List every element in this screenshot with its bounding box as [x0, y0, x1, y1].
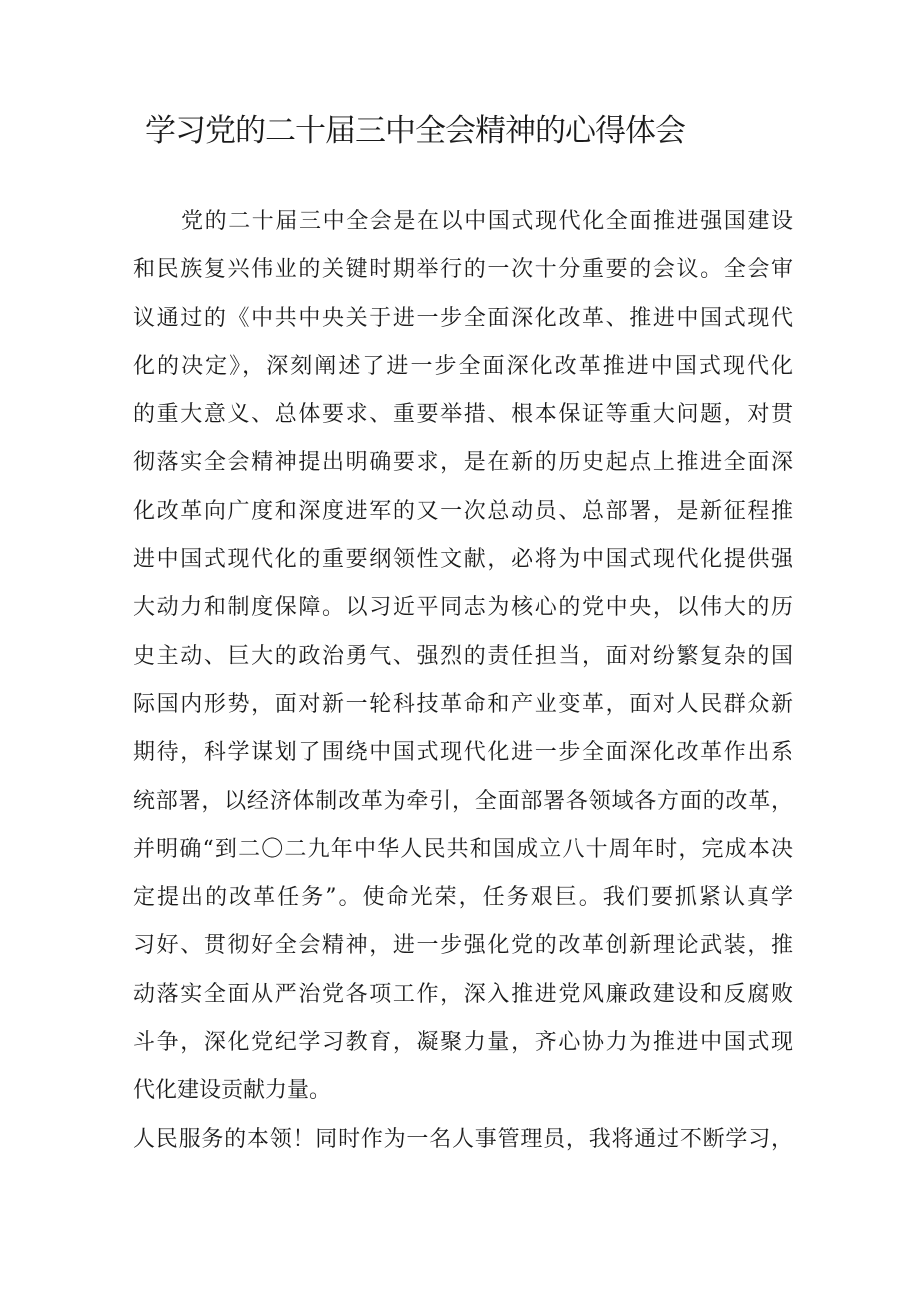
paragraph-line: 期待，科学谋划了围绕中国式现代化进一步全面深化改革作出系 — [133, 740, 793, 766]
paragraph-line: 大动力和制度保障。以习近平同志为核心的党中央，以伟大的历 — [133, 595, 793, 621]
document-title: 学习党的二十届三中全会精神的心得体会 — [145, 113, 685, 149]
paragraph-line: 动落实全面从严治党各项工作，深入推进党风廉政建设和反腐败 — [133, 981, 793, 1007]
paragraph-line: 统部署，以经济体制改革为牵引，全面部署各领域各方面的改革， — [133, 788, 793, 814]
paragraph-line: 党的二十届三中全会是在以中国式现代化全面推进强国建设 — [181, 209, 793, 234]
paragraph-line: 定提出的改革任务”。使命光荣，任务艰巨。我们要抓紧认真学 — [133, 885, 793, 911]
paragraph-line: 进中国式现代化的重要纲领性文献，必将为中国式现代化提供强 — [133, 547, 793, 573]
paragraph-line: 化改革向广度和深度进军的又一次总动员、总部署，是新征程推 — [133, 498, 793, 524]
paragraph-line: 和民族复兴伟业的关键时期举行的一次十分重要的会议。全会审 — [133, 257, 793, 283]
paragraph-line: 并明确“到二〇二九年中华人民共和国成立八十周年时，完成本决 — [133, 836, 793, 862]
paragraph-line: 习好、贯彻好全会精神，进一步强化党的改革创新理论武装，推 — [133, 933, 793, 959]
paragraph-line: 化的决定》，深刻阐述了进一步全面深化改革推进中国式现代化 — [133, 353, 793, 379]
document-body — [133, 198, 793, 1164]
paragraph-line: 彻落实全会精神提出明确要求，是在新的历史起点上推进全面深 — [133, 450, 793, 476]
paragraph-line: 史主动、巨大的政治勇气、强烈的责任担当，面对纷繁复杂的国 — [133, 643, 793, 669]
paragraph-line: 人民服务的本领！同时作为一名人事管理员，我将通过不断学习， — [133, 1126, 793, 1152]
paragraph-line: 的重大意义、总体要求、重要举措、根本保证等重大问题，对贯 — [133, 402, 793, 428]
paragraph-line: 斗争，深化党纪学习教育，凝聚力量，齐心协力为推进中国式现 — [133, 1030, 793, 1056]
paragraph-line: 际国内形势，面对新一轮科技革命和产业变革，面对人民群众新 — [133, 691, 793, 717]
paragraph-line: 议通过的《中共中央关于进一步全面深化改革、推进中国式现代 — [133, 305, 793, 331]
paragraph-line: 代化建设贡献力量。 — [133, 1078, 332, 1104]
